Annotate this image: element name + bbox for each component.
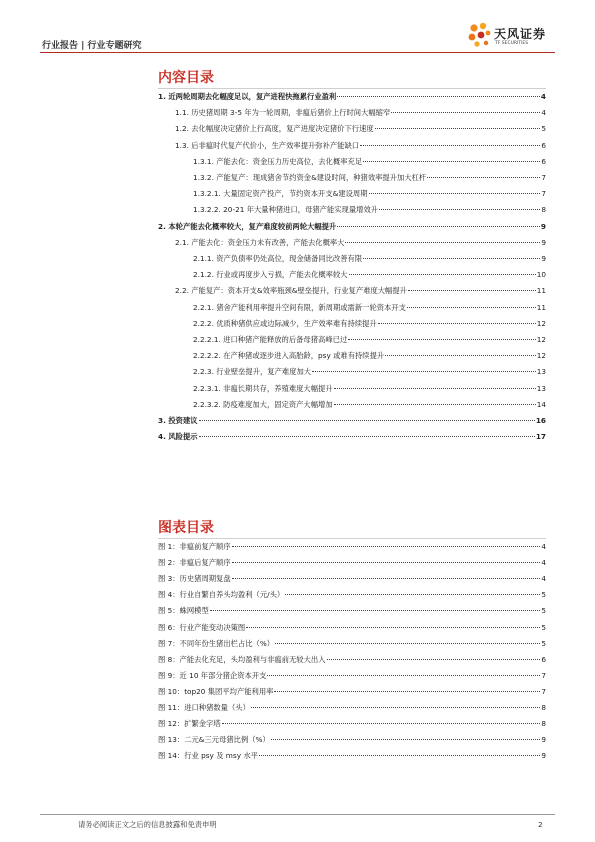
dot-leader bbox=[348, 339, 535, 340]
toc-entry[interactable] bbox=[193, 333, 546, 346]
toc-entry-title: 1. 近两轮周期去化幅度足以，复产进程快拖累行业盈利 bbox=[158, 92, 337, 101]
figure-entry-page: 4 bbox=[541, 542, 546, 551]
figure-entry[interactable] bbox=[158, 588, 546, 601]
dot-leader bbox=[199, 420, 535, 421]
toc-entry-page: 12 bbox=[536, 335, 546, 344]
figure-entry-title: 图 8：产能去化充足，头均盈利与非瘟前无较大出入 bbox=[158, 654, 326, 664]
figure-entry-page: 5 bbox=[541, 590, 546, 600]
toc-entry-page: 11 bbox=[536, 302, 546, 312]
toc-entry-page: 13 bbox=[536, 383, 546, 393]
figure-entry[interactable] bbox=[158, 749, 546, 762]
toc-entry-title: 2.2.2. 优质种猪供应或边际减少，生产效率难有持续提升 bbox=[193, 318, 377, 328]
toc-entry[interactable] bbox=[175, 122, 546, 135]
figure-entry[interactable] bbox=[158, 604, 546, 617]
dot-leader bbox=[375, 128, 541, 129]
toc-entry-page: 7 bbox=[541, 173, 546, 182]
toc-entry-title: 2. 本轮产能去化概率较大，复产难度较前两轮大幅提升 bbox=[158, 221, 337, 231]
toc-entry-title: 1.3.2.1. 大量固定资产投产，节约资本开支&建设周期 bbox=[193, 189, 368, 199]
figure-entry-page: 9 bbox=[541, 751, 546, 761]
toc-entry-title: 2.1.1. 资产负债率仍处高位，现金储备同比改善有限 bbox=[193, 254, 363, 263]
toc-entry-page: 14 bbox=[536, 399, 546, 409]
toc-entry-title: 2.1.2. 行业或再度步入亏损，产能去化概率较大 bbox=[193, 270, 348, 280]
toc-entry[interactable] bbox=[193, 317, 546, 330]
dot-leader bbox=[251, 707, 540, 708]
toc-entry[interactable] bbox=[193, 349, 546, 362]
figure-entry-page: 8 bbox=[541, 703, 546, 712]
toc-entry-title: 1.1. 历史猪周期 3-5 年为一轮周期，非瘟后猪价上行时间大幅缩窄 bbox=[175, 108, 391, 118]
toc-entry[interactable] bbox=[193, 301, 546, 314]
figure-entry[interactable] bbox=[158, 701, 546, 714]
figure-entry[interactable] bbox=[158, 733, 546, 746]
dot-leader bbox=[222, 723, 541, 724]
toc-entry-page: 9 bbox=[541, 237, 546, 247]
figure-entry-title: 图 4：行业自繁自养头均盈利（元/头） bbox=[158, 590, 285, 600]
toc-entry-page: 16 bbox=[535, 416, 546, 425]
toc-entry-page: 6 bbox=[541, 140, 546, 150]
figure-entry-page: 6 bbox=[541, 654, 546, 664]
figure-entry-title: 图 1：非瘟前复产顺序 bbox=[158, 542, 231, 551]
toc-entry-title: 1.3.1. 产能去化：资金压力历史高位，去化概率充足 bbox=[193, 156, 363, 166]
dot-leader bbox=[274, 691, 540, 692]
toc-entry[interactable] bbox=[193, 382, 546, 395]
dot-leader bbox=[334, 404, 536, 405]
brand-logo bbox=[468, 22, 558, 52]
figure-entry[interactable] bbox=[158, 556, 546, 569]
toc-entry-page: 13 bbox=[536, 367, 546, 377]
page-number: 2 bbox=[538, 820, 543, 829]
figure-entry[interactable] bbox=[158, 621, 546, 634]
toc-entry-page: 12 bbox=[536, 351, 546, 361]
toc-entry[interactable] bbox=[175, 139, 546, 152]
figure-entry-title: 图 13：二元&三元母猪比例（%） bbox=[158, 735, 270, 745]
toc-entry[interactable] bbox=[193, 365, 546, 378]
figure-entry-page: 7 bbox=[541, 686, 546, 696]
toc-entry-title: 2.2.2.1. 进口种猪产能释放的后备母猪高峰已过 bbox=[193, 335, 348, 344]
figure-entry[interactable] bbox=[158, 685, 546, 698]
dot-leader bbox=[378, 323, 536, 324]
report-category: 行业报告 | 行业专题研究 bbox=[42, 41, 142, 51]
toc-entry[interactable] bbox=[193, 171, 546, 184]
toc-title: 内容目录 bbox=[158, 70, 214, 86]
figures-title: 图表目录 bbox=[158, 520, 214, 536]
dot-leader bbox=[385, 355, 536, 356]
toc-entry-title: 2.2.3.2. 防疫难度加大，固定资产大幅增加 bbox=[193, 399, 333, 409]
dot-leader bbox=[369, 193, 541, 194]
toc-entry-title: 1.2. 去化幅度决定猪价上行高度，复产进度决定猪价下行速度 bbox=[175, 124, 374, 134]
figure-entry-title: 图 12：扩繁金字塔 bbox=[158, 719, 221, 729]
dot-leader bbox=[271, 739, 541, 740]
toc-entry-page: 9 bbox=[540, 221, 546, 231]
figure-entry-page: 5 bbox=[541, 606, 546, 616]
figure-entry-page: 9 bbox=[541, 735, 546, 745]
dot-leader bbox=[407, 307, 536, 308]
footer-disclaimer: 请务必阅读正文之后的信息披露和免责申明 bbox=[78, 820, 217, 829]
dot-leader bbox=[246, 627, 540, 628]
figure-entry-title: 图 14：行业 psy 及 msy 水平 bbox=[158, 751, 258, 761]
figures-divider bbox=[158, 538, 546, 539]
toc-entry-title: 1.3.2.2. 20-21 年大量种猪进口，母猪产能实现量增效升 bbox=[193, 205, 379, 215]
toc-entry-title: 2.2.1. 猪舍产能利用率提升空间有限，新周期或需新一轮资本开支 bbox=[193, 302, 406, 312]
figure-entry-title: 图 10：top20 集团平均产能利用率 bbox=[158, 686, 274, 696]
figure-entry[interactable] bbox=[158, 572, 546, 585]
toc-entry-page: 9 bbox=[541, 254, 546, 263]
figure-entry-page: 5 bbox=[541, 638, 546, 648]
figure-entry[interactable] bbox=[158, 717, 546, 730]
toc-entry-page: 8 bbox=[541, 205, 546, 215]
toc-entry[interactable] bbox=[193, 203, 546, 216]
toc-entry-page: 17 bbox=[535, 432, 546, 442]
figure-entry[interactable] bbox=[158, 653, 546, 666]
toc-entry[interactable] bbox=[158, 430, 546, 443]
dot-leader bbox=[312, 371, 536, 372]
figure-entry-page: 5 bbox=[541, 622, 546, 632]
toc-entry[interactable] bbox=[193, 268, 546, 281]
toc-entry[interactable] bbox=[175, 284, 546, 297]
toc-divider bbox=[158, 88, 546, 89]
toc-entry-page: 12 bbox=[536, 318, 546, 328]
figure-entry-title: 图 2：非瘟后复产顺序 bbox=[158, 558, 231, 568]
dot-leader bbox=[408, 290, 536, 291]
dot-leader bbox=[345, 242, 540, 243]
dot-leader bbox=[349, 274, 536, 275]
dot-leader bbox=[285, 594, 540, 595]
dot-leader bbox=[232, 546, 541, 547]
figure-entry[interactable] bbox=[158, 669, 546, 682]
toc-entry-title: 2.2.3. 行业壁垒提升，复产难度加大 bbox=[193, 367, 312, 377]
toc-entry-page: 6 bbox=[541, 156, 546, 166]
toc-entry-page: 4 bbox=[540, 92, 546, 101]
toc-entry[interactable] bbox=[193, 398, 546, 411]
figure-entry-title: 图 7：不同年份生猪出栏占比（%） bbox=[158, 638, 275, 648]
brand-name-cn: 天风证券 bbox=[494, 27, 547, 41]
dot-leader bbox=[337, 96, 540, 97]
brand-name-en: TF SECURITIES bbox=[495, 41, 529, 46]
toc-entry[interactable] bbox=[175, 106, 546, 119]
dot-leader bbox=[199, 436, 535, 437]
toc-entry[interactable] bbox=[175, 236, 546, 249]
figure-entry[interactable] bbox=[158, 540, 546, 553]
dot-leader bbox=[327, 659, 541, 660]
toc-entry[interactable] bbox=[158, 220, 546, 233]
dot-leader bbox=[259, 755, 540, 756]
toc-entry[interactable] bbox=[158, 90, 546, 103]
dot-leader bbox=[337, 226, 540, 227]
figure-entry-title: 图 5：蛛网模型 bbox=[158, 606, 209, 616]
toc-entry-title: 1.3. 后非瘟时代复产代价小，生产效率提升弥补产能缺口 bbox=[175, 140, 360, 150]
figure-entry-title: 图 3：历史猪周期复盘 bbox=[158, 574, 231, 584]
toc-entry-title: 2.2. 产能复产：资本开支&效率瓶颈&壁垒提升，行业复产难度大幅提升 bbox=[175, 286, 407, 296]
toc-entry-title: 3. 投资建议 bbox=[158, 416, 198, 425]
dot-leader bbox=[232, 562, 541, 563]
toc-entry-title: 4. 风险提示 bbox=[158, 432, 198, 442]
figure-entry-title: 图 6：行业产能变动决策图 bbox=[158, 622, 246, 632]
footer-divider bbox=[40, 814, 555, 815]
dot-leader bbox=[363, 161, 540, 162]
toc-entry-title: 2.2.2.2. 在产种猪或逐步进入高胎龄，psy 或难有持续提升 bbox=[193, 351, 385, 361]
toc-entry[interactable] bbox=[158, 414, 546, 427]
figure-entry[interactable] bbox=[158, 637, 546, 650]
figure-entry-page: 7 bbox=[541, 670, 546, 680]
toc-entry[interactable] bbox=[193, 155, 546, 168]
figure-entry-title: 图 9：近 10 年部分猪企资本开支 bbox=[158, 670, 267, 680]
toc-entry-page: 5 bbox=[541, 124, 546, 134]
toc-entry-page: 4 bbox=[541, 108, 546, 118]
dot-leader bbox=[232, 578, 541, 579]
toc-entry-page: 11 bbox=[536, 286, 546, 296]
toc-entry-title: 2.1. 产能去化：资金压力未有改善，产能去化概率大 bbox=[175, 237, 345, 247]
toc-entry-title: 2.2.3.1. 非瘟长期共存，养殖难度大幅提升 bbox=[193, 383, 333, 393]
dot-leader bbox=[360, 145, 540, 146]
header-divider bbox=[40, 52, 555, 53]
toc-entry-page: 7 bbox=[541, 189, 546, 199]
dot-leader bbox=[391, 112, 540, 113]
toc-entry[interactable] bbox=[193, 252, 546, 265]
dot-leader bbox=[210, 610, 541, 611]
toc-entry-page: 10 bbox=[536, 270, 546, 280]
toc-entry-title: 1.3.2. 产能复产：现成猪舍节约资金&建设时间，种猪效率提升加大杠杆 bbox=[193, 173, 427, 182]
dot-leader bbox=[427, 177, 540, 178]
figure-entry-title: 图 11：进口种猪数量（头） bbox=[158, 703, 250, 712]
dot-leader bbox=[267, 675, 540, 676]
dot-leader bbox=[275, 643, 540, 644]
figure-entry-page: 4 bbox=[541, 574, 546, 584]
dot-leader bbox=[334, 388, 536, 389]
toc-entry[interactable] bbox=[193, 187, 546, 200]
brand-flower-icon bbox=[468, 22, 494, 50]
dot-leader bbox=[379, 209, 540, 210]
dot-leader bbox=[363, 258, 540, 259]
figure-entry-page: 8 bbox=[541, 719, 546, 729]
figure-entry-page: 4 bbox=[541, 558, 546, 568]
